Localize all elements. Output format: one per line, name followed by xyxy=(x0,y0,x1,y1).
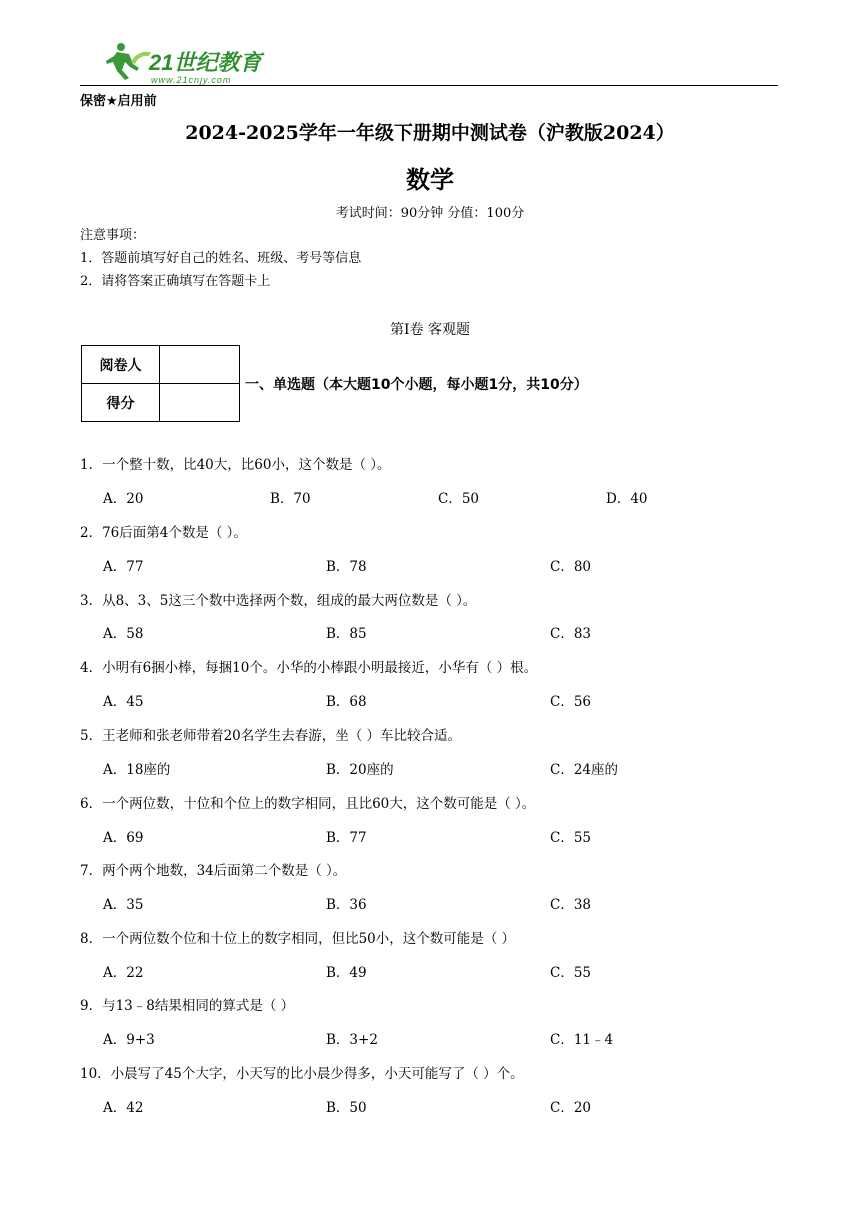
section-title: 一、单选题（本大题10个小题，每小题1分，共10分） xyxy=(245,377,588,393)
option[interactable]: C．55 xyxy=(550,830,592,846)
option[interactable]: A．9+3 xyxy=(103,1032,155,1048)
option[interactable]: A．77 xyxy=(103,559,144,575)
question-options xyxy=(0,690,860,710)
option[interactable]: B．36 xyxy=(326,897,367,913)
score-box xyxy=(81,345,240,422)
score-field[interactable] xyxy=(160,384,240,422)
notes xyxy=(80,224,361,293)
option[interactable]: D．40 xyxy=(606,491,648,507)
option[interactable]: B．20座的 xyxy=(326,762,394,778)
option[interactable]: B．85 xyxy=(326,626,367,642)
option[interactable]: C．11﹣4 xyxy=(550,1032,614,1048)
question-stem: 3．从8、3、5这三个数中选择两个数，组成的最大两位数是（ ）。 xyxy=(80,593,477,609)
question-stem: 1．一个整十数，比40大，比60小，这个数是（ ）。 xyxy=(80,457,391,473)
option[interactable]: A．20 xyxy=(103,491,144,507)
question-stem: 9．与13﹣8结果相同的算式是（ ） xyxy=(80,998,295,1014)
confidential-label: 保密★启用前 xyxy=(80,94,157,109)
question-stem: 7．两个两个地数，34后面第二个数是（ ）。 xyxy=(80,863,347,879)
option[interactable]: A．58 xyxy=(103,626,144,642)
question-stem: 5．王老师和张老师带着20名学生去春游，坐（ ）车比较合适。 xyxy=(80,728,462,744)
notes-item: 2．请将答案正确填写在答题卡上 xyxy=(80,274,271,289)
option[interactable]: C．50 xyxy=(438,491,480,507)
option[interactable]: C．80 xyxy=(550,559,592,575)
question-options xyxy=(0,961,860,981)
logo-swoosh xyxy=(131,52,151,64)
option[interactable]: C．24座的 xyxy=(550,762,619,778)
option[interactable]: A．22 xyxy=(103,965,144,981)
notes-heading: 注意事项： xyxy=(80,228,146,243)
option[interactable]: C．38 xyxy=(550,897,592,913)
option[interactable]: A．69 xyxy=(103,830,144,846)
question-options xyxy=(0,893,860,913)
option[interactable]: B．77 xyxy=(326,830,367,846)
option[interactable]: B．68 xyxy=(326,694,367,710)
logo-text: 21世纪教育 xyxy=(149,50,262,75)
exam-meta: 考试时间：90分钟 分值：100分 xyxy=(335,206,525,221)
option[interactable]: B．50 xyxy=(326,1100,367,1116)
question-options xyxy=(0,555,860,575)
option[interactable]: A．42 xyxy=(103,1100,144,1116)
option[interactable]: B．3+2 xyxy=(326,1032,378,1048)
option[interactable]: C．56 xyxy=(550,694,592,710)
logo-url: www.21cnjy.com xyxy=(151,75,232,85)
logo xyxy=(103,40,273,86)
question-options xyxy=(0,1096,860,1116)
reviewer-field[interactable] xyxy=(160,346,240,384)
option[interactable]: C．83 xyxy=(550,626,592,642)
header-rule xyxy=(80,85,778,86)
reviewer-label: 阅卷人 xyxy=(82,346,160,384)
question-stem: 4．小明有6捆小棒，每捆10个。小华的小棒跟小明最接近，小华有（ ）根。 xyxy=(80,660,538,676)
question-stem: 10．小晨写了45个大字，小天写的比小晨少得多，小天可能写了（ ）个。 xyxy=(80,1066,524,1082)
score-label: 得分 xyxy=(82,384,160,422)
notes-item: 1．答题前填写好自己的姓名、班级、考号等信息 xyxy=(80,251,362,266)
option[interactable]: B．70 xyxy=(270,491,311,507)
question-stem: 6．一个两位数，十位和个位上的数字相同，且比60大，这个数可能是（ ）。 xyxy=(80,796,536,812)
question-options xyxy=(0,622,860,642)
part-title: 第Ⅰ卷 客观题 xyxy=(390,322,470,338)
option[interactable]: A．18座的 xyxy=(103,762,171,778)
option[interactable]: C．55 xyxy=(550,965,592,981)
question-options xyxy=(0,487,860,507)
question-stem: 2．76后面第4个数是（ ）。 xyxy=(80,525,247,541)
question-options xyxy=(0,1028,860,1048)
option[interactable]: C．20 xyxy=(550,1100,592,1116)
question-stem: 8．一个两位数个位和十位上的数字相同，但比50小，这个数可能是（ ） xyxy=(80,931,516,947)
exam-title: 2024-2025学年一年级下册期中测试卷（沪教版2024） xyxy=(185,122,675,144)
question-options xyxy=(0,758,860,778)
option[interactable]: A．45 xyxy=(103,694,144,710)
option[interactable]: B．78 xyxy=(326,559,367,575)
option[interactable]: A．35 xyxy=(103,897,144,913)
option[interactable]: B．49 xyxy=(326,965,367,981)
exam-subject: 数学 xyxy=(406,165,454,194)
question-options xyxy=(0,826,860,846)
